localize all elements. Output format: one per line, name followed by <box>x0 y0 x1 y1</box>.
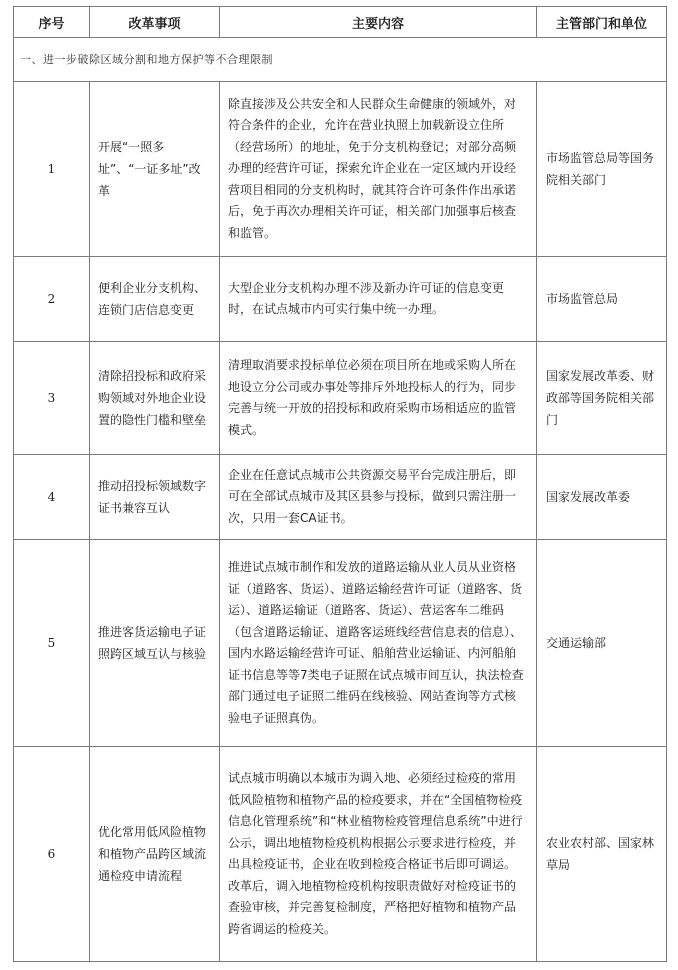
header-reform-item: 改革事项 <box>90 7 220 38</box>
row-reform-item: 便利企业分支机构、连锁门店信息变更 <box>90 257 220 342</box>
row-number: 1 <box>14 82 90 257</box>
row-number: 6 <box>14 747 90 962</box>
row-number: 5 <box>14 540 90 747</box>
header-number: 序号 <box>14 7 90 38</box>
row-department: 市场监管总局 <box>537 257 667 342</box>
table-row <box>14 82 667 257</box>
row-reform-item: 清除招投标和政府采购领域对外地企业设置的隐性门槛和壁垒 <box>90 342 220 455</box>
row-number: 3 <box>14 342 90 455</box>
row-main-content: 试点城市明确以本城市为调入地、必须经过检疫的常用低风险植物和植物产品的检疫要求，并在“全国植物检疫信息化管理系统”和“林业植物检疫管理信息系统”中进行公示，调出地植物检疫机构根据公示要求进行检疫，并出具检疫证书，企业在收到检疫合格证书后即可调运。改革后，调入地植物检疫机构按职责做好对检疫证书的查验审核，并完善复检制度，严格把好植物和植物产品跨省调运的检疫关。 <box>220 747 537 962</box>
row-reform-item: 推进客货运输电子证照跨区域互认与核验 <box>90 540 220 747</box>
row-department: 国家发展改革委 <box>537 455 667 540</box>
header-department: 主管部门和单位 <box>537 7 667 38</box>
row-department: 国家发展改革委、财政部等国务院相关部门 <box>537 342 667 455</box>
row-number: 2 <box>14 257 90 342</box>
reform-items-table <box>13 6 667 962</box>
table-row <box>14 747 667 962</box>
row-main-content: 企业在任意试点城市公共资源交易平台完成注册后，即可在全部试点城市及其区县参与投标，做到只需注册一次，只用一套CA证书。 <box>220 455 537 540</box>
section-row <box>14 38 667 82</box>
row-main-content: 推进试点城市制作和发放的道路运输从业人员从业资格证（道路客、货运）、道路运输经营许可证（道路客、货运）、道路运输证（道路客、货运）、营运客车二维码（包含道路运输证、道路客运班线经营信息表的信息）、国内水路运输经营许可证、船舶营业运输证、内河船舶证书信息等等7类电子证照在试点城市间互认，执法检查部门通过电子证照二维码在线核验、网站查询等方式核验电子证照真伪。 <box>220 540 537 747</box>
row-main-content: 大型企业分支机构办理不涉及新办许可证的信息变更时，在试点城市内可实行集中统一办理。 <box>220 257 537 342</box>
table-row <box>14 540 667 747</box>
row-main-content: 除直接涉及公共安全和人民群众生命健康的领域外，对符合条件的企业，允许在营业执照上加载新设立住所（经营场所）的地址，免于分支机构登记；对部分高频办理的经营许可证，探索允许企业在一定区域内开设经营项目相同的分支机构时，就其符合许可条件作出承诺后，免于再次办理相关许可证，相关部门加强事后核查和监管。 <box>220 82 537 257</box>
row-department: 交通运输部 <box>537 540 667 747</box>
row-department: 市场监管总局等国务院相关部门 <box>537 82 667 257</box>
row-reform-item: 推动招投标领域数字证书兼容互认 <box>90 455 220 540</box>
row-main-content: 清理取消要求投标单位必须在项目所在地或采购人所在地设立分公司或办事处等排斥外地投标人的行为，同步完善与统一开放的招投标和政府采购市场相适应的监管模式。 <box>220 342 537 455</box>
section-title: 一、进一步破除区域分割和地方保护等不合理限制 <box>14 38 667 82</box>
row-reform-item: 开展“一照多址”、“一证多址”改革 <box>90 82 220 257</box>
table-row <box>14 342 667 455</box>
row-number: 4 <box>14 455 90 540</box>
table-row <box>14 257 667 342</box>
row-department: 农业农村部、国家林草局 <box>537 747 667 962</box>
table-header-row <box>14 7 667 38</box>
header-main-content: 主要内容 <box>220 7 537 38</box>
row-reform-item: 优化常用低风险植物和植物产品跨区域流通检疫申请流程 <box>90 747 220 962</box>
table-row <box>14 455 667 540</box>
